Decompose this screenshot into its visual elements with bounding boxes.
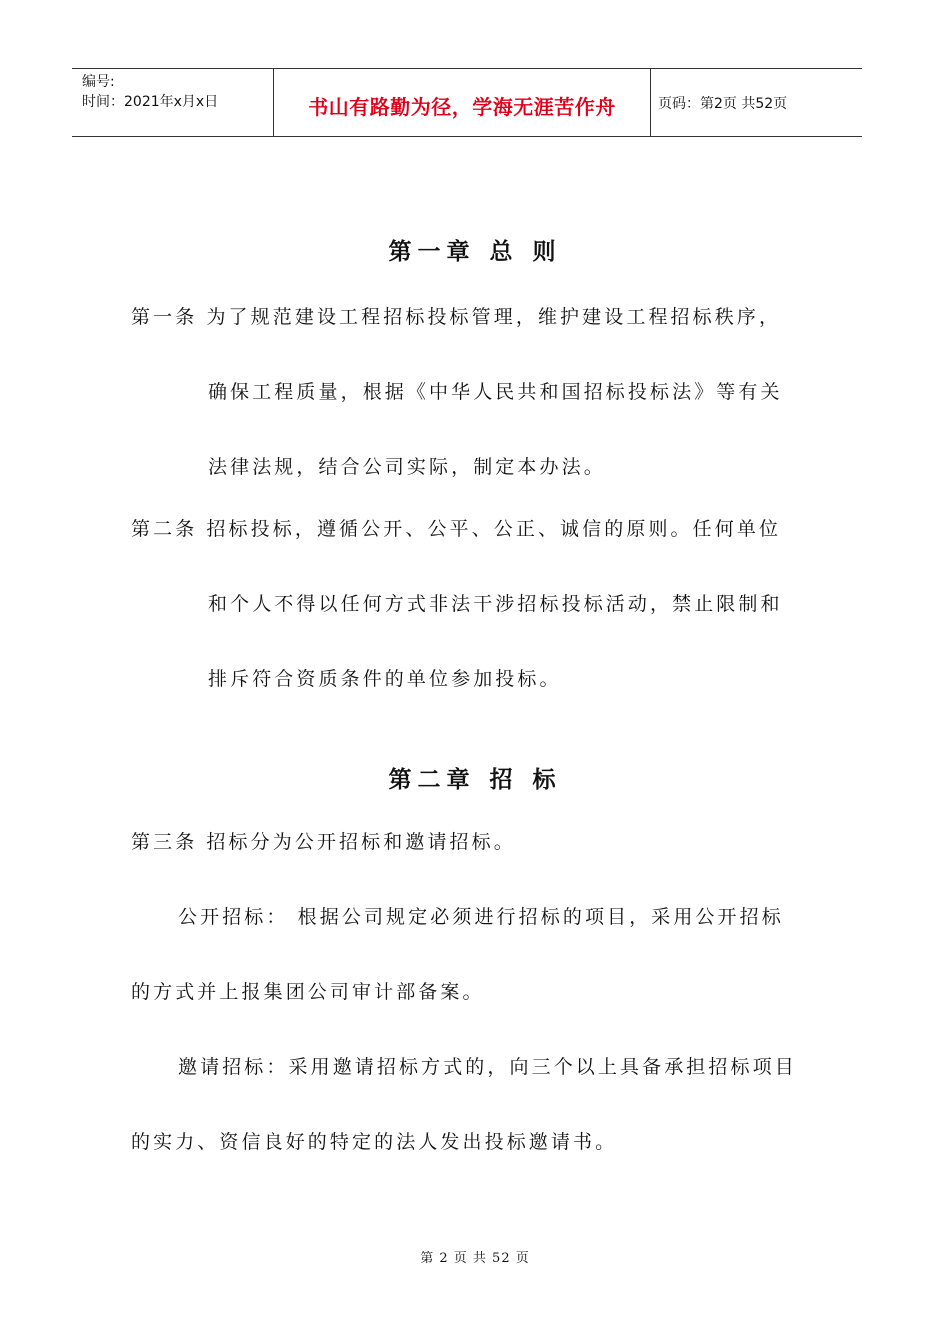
document-code-label: 编号: — [82, 74, 115, 90]
document-date: 时间：2021年x月x日 — [82, 94, 219, 110]
article-1-line-1: 第一条 为了规范建设工程招标投标管理，维护建设工程招标秩序， — [131, 306, 782, 328]
invite-tender-line-1: 邀请招标：采用邀请招标方式的，向三个以上具备承担招标项目 — [178, 1056, 797, 1078]
page-header-table — [72, 68, 862, 137]
article-3-line: 第三条 招标分为公开招标和邀请招标。 — [131, 831, 516, 853]
article-2-line-2: 和个人不得以任何方式非法干涉招标投标活动，禁止限制和 — [208, 593, 783, 615]
header-center-cell — [273, 69, 651, 136]
header-right-cell — [650, 69, 862, 136]
header-page-info: 页码：第2页 共52页 — [658, 96, 788, 112]
header-motto: 书山有路勤为径，学海无涯苦作舟 — [308, 95, 616, 119]
invite-tender-line-2: 的实力、资信良好的特定的法人发出投标邀请书。 — [131, 1131, 618, 1153]
chapter-1-title: 第一章 总 则 — [388, 238, 562, 265]
article-2-line-3: 排斥符合资质条件的单位参加投标。 — [208, 668, 562, 690]
article-2-line-1: 第二条 招标投标，遵循公开、公平、公正、诚信的原则。任何单位 — [131, 518, 782, 540]
chapter-2-title: 第二章 招 标 — [388, 766, 562, 793]
open-tender-line-1: 公开招标： 根据公司规定必须进行招标的项目，采用公开招标 — [178, 906, 784, 928]
page-footer: 第 2 页 共 52 页 — [420, 1251, 530, 1266]
open-tender-line-2: 的方式并上报集团公司审计部备案。 — [131, 981, 485, 1003]
article-1-line-2: 确保工程质量，根据《中华人民共和国招标投标法》等有关 — [208, 381, 783, 403]
article-1-line-3: 法律法规，结合公司实际，制定本办法。 — [208, 456, 606, 478]
header-left-cell — [72, 69, 273, 136]
